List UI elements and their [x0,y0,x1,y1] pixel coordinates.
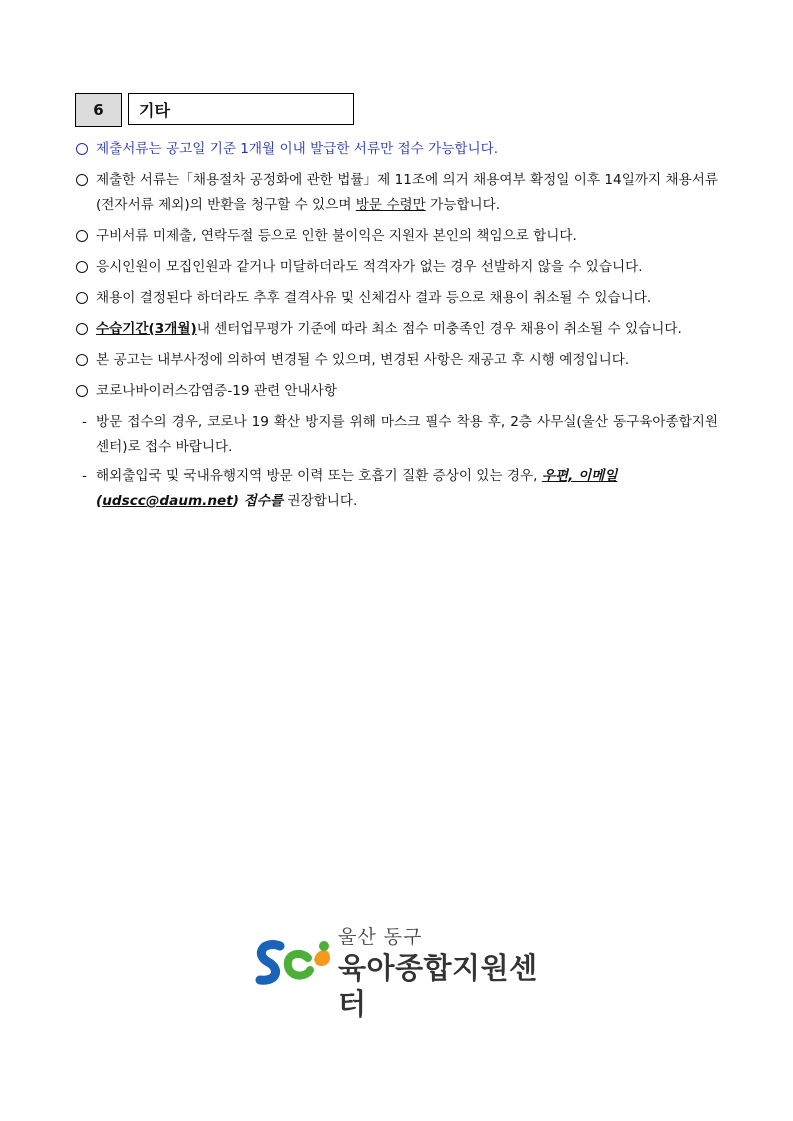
circle-bullet-icon [76,385,88,397]
circle-bullet-icon [76,174,88,186]
logo-subtitle: 울산 동구 [338,926,423,948]
circle-bullet-icon [76,230,88,242]
email-link[interactable]: udscc@daum.net [102,493,233,509]
circle-bullet-icon [76,261,88,273]
list-item: 구비서류 미제출, 연락두절 등으로 인한 불이익은 지원자 본인의 책임으로 합니다. [76,224,718,249]
list-item: 제출한 서류는「채용절차 공정화에 관한 법률」제 11조에 의거 채용여부 확정일 이후 14일까지 채용서류(전자서류 제외)의 반환을 청구할 수 있으며 방문 수령만 가능합니다. [76,168,718,218]
section-header [75,93,354,127]
circle-bullet-icon [76,292,88,304]
list-item: 채용이 결정된다 하더라도 추후 결격사유 및 신체검사 결과 등으로 채용이 취소될 수 있습니다. [76,286,718,311]
logo-mark-icon [250,924,336,994]
list-item: 코로나바이러스감염증-19 관련 안내사항 [76,379,718,404]
circle-bullet-icon [76,143,88,155]
notice-content [76,137,718,518]
list-item: 제출서류는 공고일 기준 1개월 이내 발급한 서류만 접수 가능합니다. [76,137,718,162]
list-item: 수습기간(3개월)내 센터업무평가 기준에 따라 최소 점수 미충족인 경우 채용이 취소될 수 있습니다. [76,317,718,342]
circle-bullet-icon [76,323,88,335]
section-title: 기타 [128,93,354,125]
circle-bullet-icon [76,354,88,366]
section-number: 6 [75,93,122,127]
list-item: 응시인원이 모집인원과 같거나 미달하더라도 적격자가 없는 경우 선발하지 않을 수 있습니다. [76,255,718,280]
logo-title: 육아종합지원센터 [338,951,538,1021]
note-item: - 방문 접수의 경우, 코로나 19 확산 방지를 위해 마스크 필수 착용 후, 2층 사무실(울산 동구육아종합지원센터)로 접수 바랍니다. [82,414,718,455]
center-logo [250,924,538,1021]
note-item: - 해외출입국 및 국내유행지역 방문 이력 또는 호흡기 질환 증상이 있는 경우, 우편, 이메일 (udscc@daum.net) 접수를 권장합니다. [82,468,618,509]
list-item: 본 공고는 내부사정에 의하여 변경될 수 있으며, 변경된 사항은 재공고 후 시행 예정입니다. [76,348,718,373]
